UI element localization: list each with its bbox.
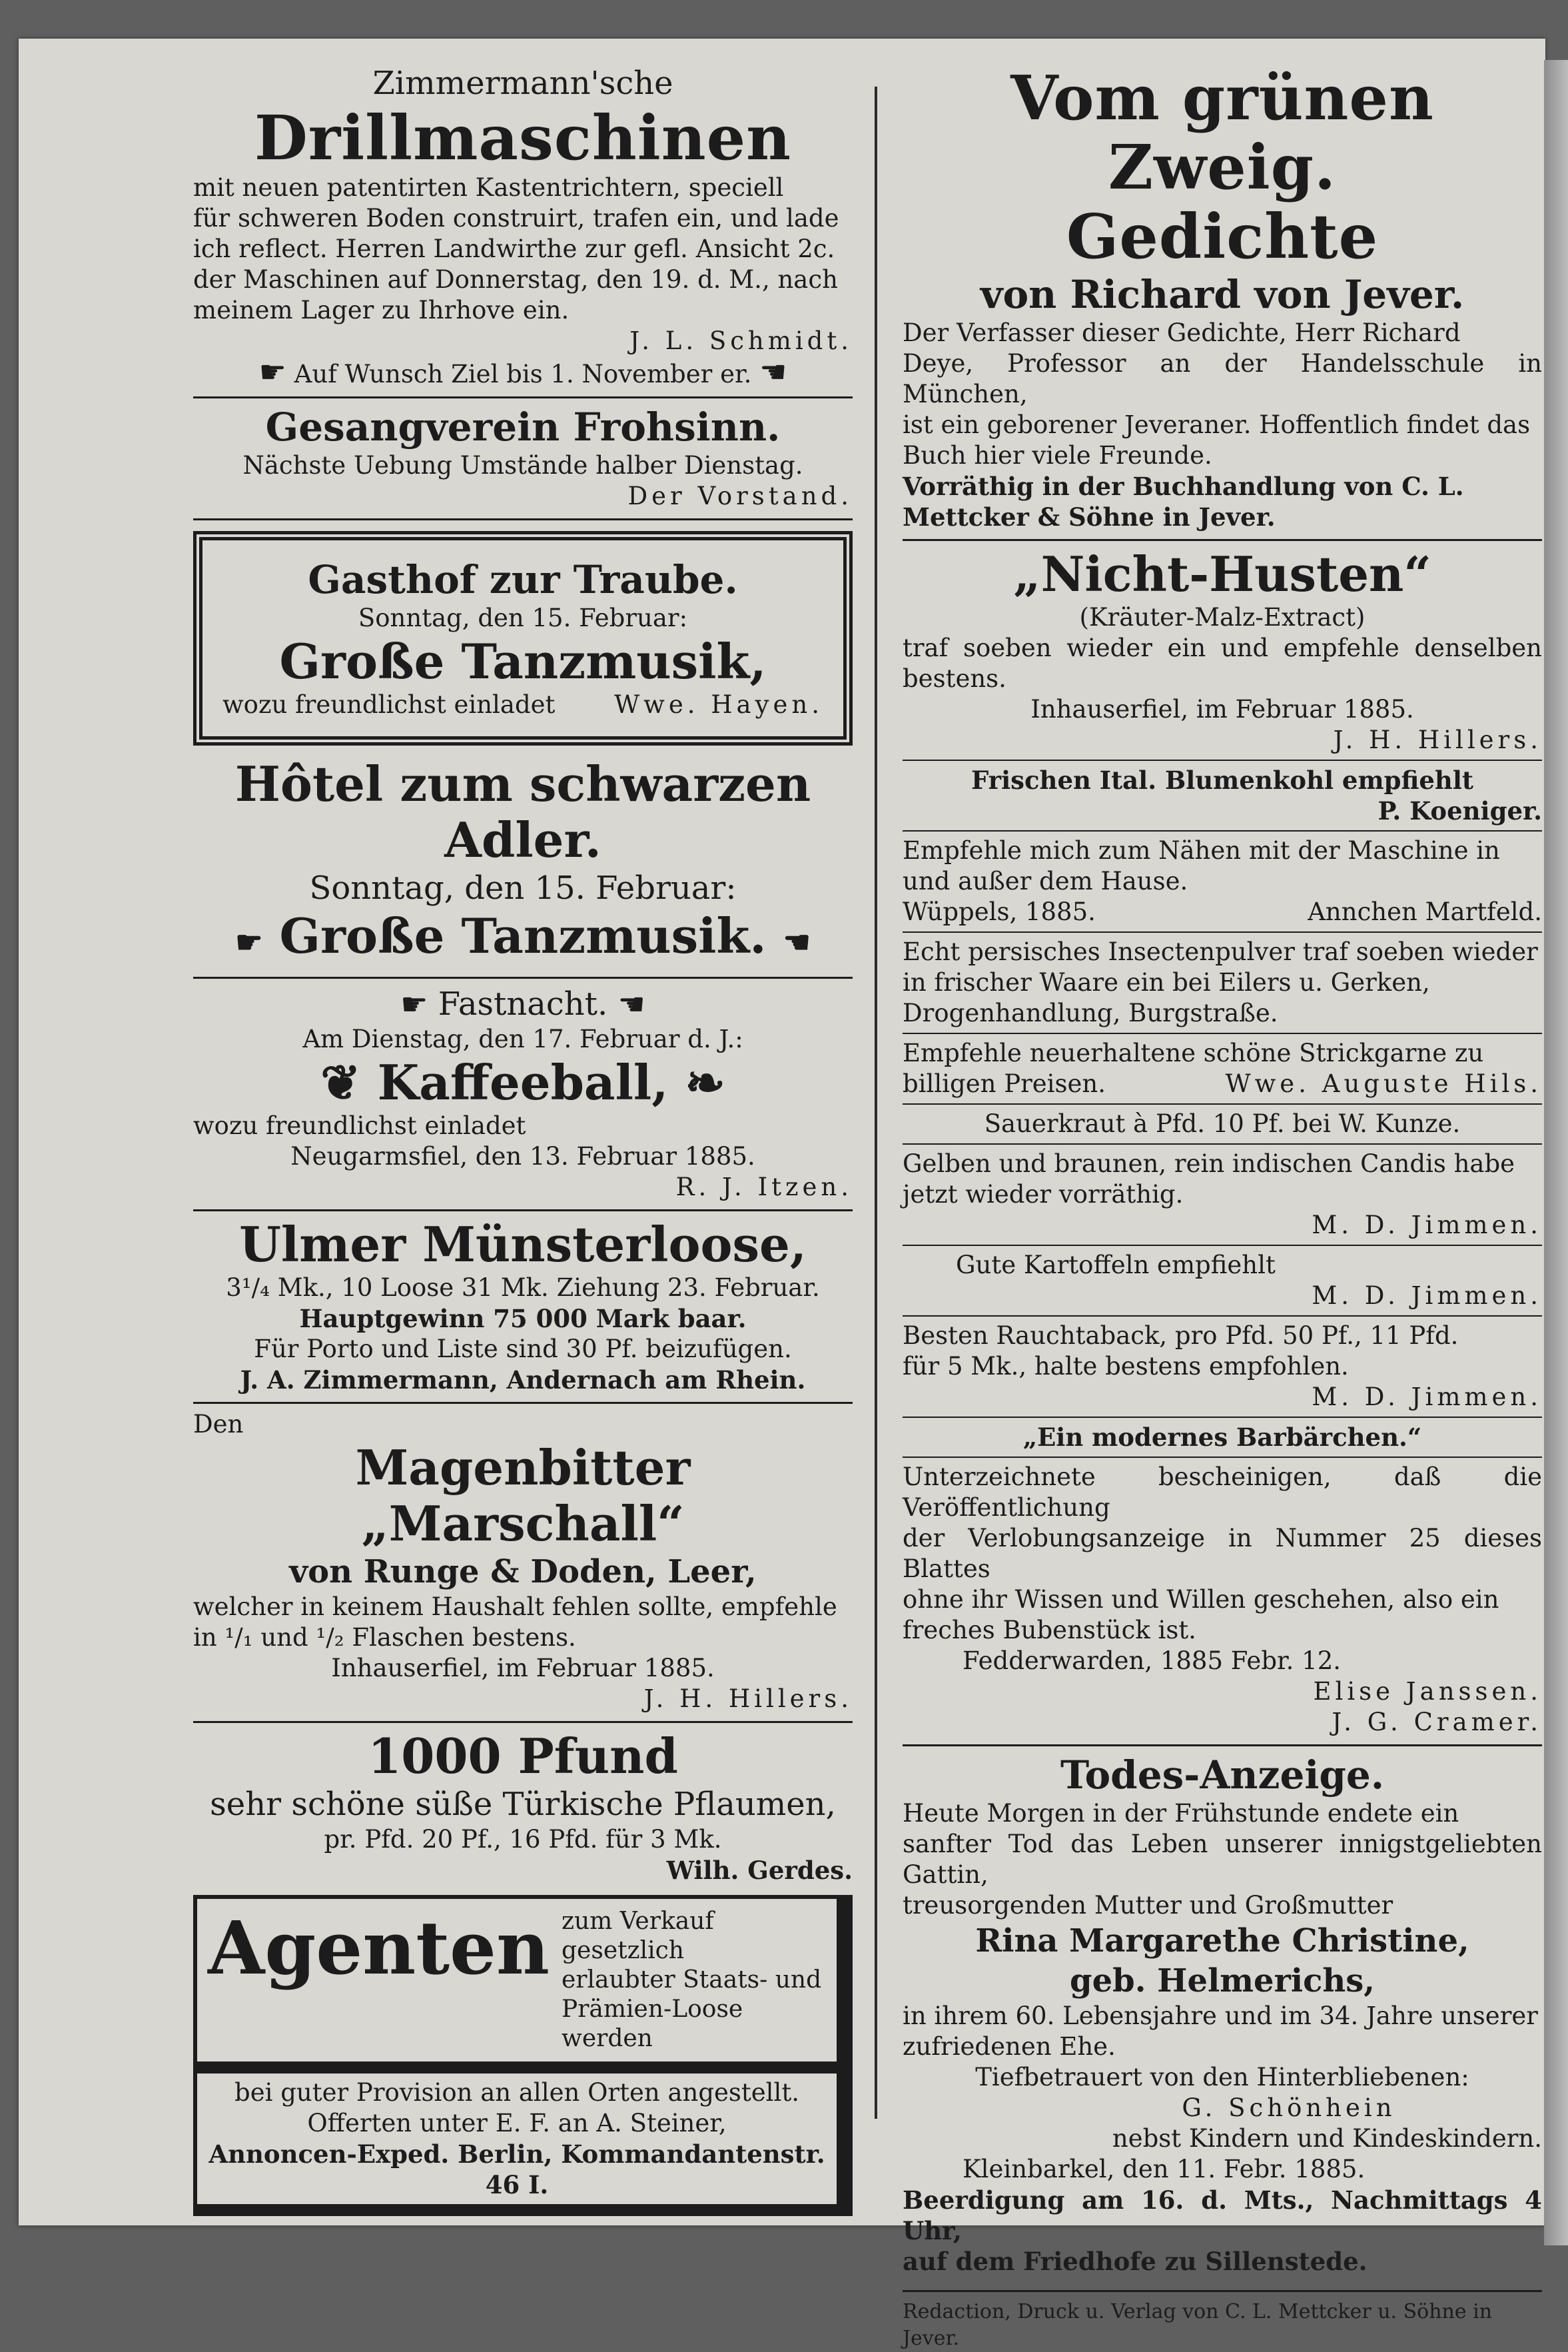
drill-note — [193, 356, 853, 390]
column-divider — [875, 87, 877, 2119]
flourish-ornament-icon: ❦ — [320, 1054, 361, 1111]
pointing-hand-icon: ☚ — [759, 354, 787, 390]
divider — [903, 1245, 1542, 1246]
divider — [903, 1033, 1542, 1034]
todes-line: sanfter Tod das Leben unserer innigstgeliebten Gattin, — [903, 1830, 1542, 1889]
divider — [903, 539, 1542, 541]
divider — [193, 396, 853, 398]
left-column — [193, 63, 853, 2216]
ad-kartoffeln — [903, 1250, 1542, 1311]
zweig-sub: Gedichte — [1066, 201, 1379, 273]
agenten-title: Agenten — [208, 1905, 550, 1991]
traube-event: Große Tanzmusik, — [279, 633, 767, 690]
divider — [193, 1209, 853, 1211]
ad-insectenpulver — [903, 937, 1542, 1029]
todes-line: zufriedenen Ehe. — [903, 2032, 1116, 2061]
pointing-hand-icon: ☚ — [783, 924, 811, 960]
drill-note-text: Auf Wunsch Ziel bis 1. November er. — [294, 360, 752, 388]
drill-signer: J. L. Schmidt. — [629, 326, 853, 355]
adler-event-text: Große Tanzmusik. — [279, 907, 767, 964]
strick-signer: Wwe. Auguste Hils. — [1225, 1069, 1542, 1098]
pfund-title: 1000 Pfund — [368, 1728, 678, 1784]
zweig-line: Mettcker & Söhne in Jever. — [903, 502, 1276, 532]
magen-line: welcher in keinem Haushalt fehlen sollte, empfehle — [193, 1592, 837, 1621]
erklaerung-place: Fedderwarden, 1885 Febr. 12. — [963, 1646, 1341, 1675]
magen-title: Magenbitter „Marschall“ — [355, 1439, 691, 1552]
gesang-title: Gesangverein Frohsinn. — [265, 404, 781, 450]
traube-footer — [222, 690, 823, 720]
ulmer-signer: J. A. Zimmermann, Andernach am Rhein. — [240, 1365, 806, 1395]
husten-line: traf soeben wieder ein und empfehle denselben bestens. — [903, 634, 1542, 693]
insecten-line: Echt persisches Insectenpulver traf soeben wieder — [903, 937, 1538, 966]
tabak-signer: M. D. Jimmen. — [1312, 1383, 1542, 1411]
candis-line: Gelben und braunen, rein indischen Candis habe — [903, 1149, 1515, 1178]
fastnacht-title — [193, 984, 853, 1024]
pointing-hand-icon: ☛ — [400, 986, 428, 1022]
drill-maker: Zimmermann'sche — [372, 65, 673, 102]
pointing-hand-icon: ☛ — [235, 924, 263, 960]
zweig-line: Der Verfasser dieser Gedichte, Herr Richard — [903, 318, 1461, 347]
zweig-title: Vom grünen Zweig. — [1010, 62, 1434, 203]
drill-line: mit neuen patentirten Kastentrichtern, speciell — [193, 173, 784, 202]
ad-magenbitter — [193, 1409, 853, 1714]
fastnacht-title-text: Fastnacht. — [438, 985, 608, 1023]
ad-candis — [903, 1149, 1542, 1241]
todes-line: auf dem Friedhofe zu Sillenstede. — [903, 2247, 1368, 2276]
ad-pflaumen — [193, 1728, 853, 1886]
fastnacht-event-text: Kaffeeball, — [377, 1054, 669, 1111]
ad-strickgarne — [903, 1038, 1542, 1099]
insecten-line: in frischer Waare ein bei Eilers u. Gerken, — [903, 968, 1430, 997]
agenten-line: Offerten unter E. F. an A. Steiner, — [307, 2109, 727, 2137]
imprint-footer: Redaction, Druck u. Verlag von C. L. Mettcker u. Söhne in Jever. — [903, 2290, 1542, 2352]
ad-nicht-husten — [903, 546, 1542, 756]
right-column — [903, 63, 1542, 2352]
fastnacht-date: Am Dienstag, den 17. Februar d. J.: — [302, 1025, 743, 1053]
ulmer-title: Ulmer Münsterloose, — [239, 1216, 807, 1273]
tabak-line: Besten Rauchtaback, pro Pfd. 50 Pf., 11 Pfd. — [903, 1321, 1459, 1350]
naehen-signer: Annchen Martfeld. — [1308, 897, 1542, 926]
erklaerung-line: ohne ihr Wissen und Willen geschehen, also ein — [903, 1585, 1499, 1614]
naehen-place: Wüppels, 1885. — [903, 897, 1096, 926]
kartoffeln-line: Gute Kartoffeln empfiehlt — [956, 1251, 1276, 1279]
ad-gasthof-traube — [193, 531, 853, 746]
todes-place: Kleinbarkel, den 11. Febr. 1885. — [963, 2155, 1366, 2183]
agenten-line: Annoncen-Exped. Berlin, Kommandantenstr. 46 I. — [208, 2139, 825, 2199]
ad-agenten-body — [193, 2073, 853, 2216]
ad-naehen — [903, 836, 1542, 927]
fastnacht-invite: wozu freundlichst einladet — [193, 1111, 526, 1140]
divider — [193, 1402, 853, 1404]
divider — [903, 1103, 1542, 1105]
divider — [903, 1744, 1542, 1746]
traube-title: Gasthof zur Traube. — [308, 557, 738, 602]
todes-name: Rina Margarethe Christine, — [975, 1922, 1469, 1960]
erklaerung-signer: Elise Janssen. — [1313, 1677, 1542, 1706]
strick-line: Empfehle neuerhaltene schöne Strickgarne zu — [903, 1039, 1484, 1067]
ad-hotel-adler — [193, 756, 853, 970]
erklaerung-line: Unterzeichnete bescheinigen, daß die Veröffentlichung — [903, 1463, 1542, 1522]
zweig-line: Buch hier viele Freunde. — [903, 441, 1212, 470]
divider — [903, 830, 1542, 832]
adler-event — [193, 908, 853, 970]
divider — [903, 1457, 1542, 1458]
agenten-line: zum Verkauf gesetzlich — [562, 1908, 714, 1964]
gesang-signer: Der Vorstand. — [627, 482, 853, 510]
kartoffeln-signer: M. D. Jimmen. — [1312, 1281, 1542, 1310]
husten-place: Inhauserfiel, im Februar 1885. — [1030, 695, 1414, 724]
blumenkohl-signer: P. Koeniger. — [1377, 796, 1542, 826]
agenten-line: bei guter Provision an allen Orten angestellt. — [234, 2078, 799, 2107]
divider — [193, 1721, 853, 1723]
magen-place: Inhauserfiel, im Februar 1885. — [331, 1654, 715, 1682]
naehen-line: und außer dem Hause. — [903, 867, 1188, 895]
ad-drillmaschinen — [193, 63, 853, 390]
magen-line: in ¹/₁ und ¹/₂ Flaschen bestens. — [193, 1623, 576, 1652]
flourish-ornament-icon: ❧ — [685, 1054, 725, 1111]
divider — [903, 931, 1542, 933]
todes-geb: geb. Helmerichs, — [1070, 1962, 1375, 2000]
ad-todes-anzeige — [903, 1752, 1542, 2277]
todes-line: Beerdigung am 16. d. Mts., Nachmittags 4 Uhr, — [903, 2185, 1542, 2245]
husten-title: „Nicht-Husten“ — [1013, 546, 1431, 602]
zweig-line: ist ein geborener Jeveraner. Hoffentlich findet das — [903, 410, 1531, 439]
naehen-line: Empfehle mich zum Nähen mit der Maschine in — [903, 836, 1500, 865]
todes-title: Todes-Anzeige. — [1060, 1752, 1385, 1798]
tabak-line: für 5 Mk., halte bestens empfohlen. — [903, 1352, 1349, 1381]
pfund-line: sehr schöne süße Türkische Pflaumen, — [210, 1786, 836, 1823]
gesang-line: Nächste Uebung Umstände halber Dienstag. — [242, 451, 803, 480]
todes-signer: G. Schönhein — [1182, 2093, 1396, 2122]
erklaerung-line: freches Bubenstück ist. — [903, 1616, 1196, 1644]
pointing-hand-icon: ☛ — [258, 354, 286, 390]
barb-line: „Ein modernes Barbärchen.“ — [1022, 1423, 1422, 1452]
drill-line: ich reflect. Herren Landwirthe zur gefl. Ansicht 2c. — [193, 235, 835, 263]
ulmer-line: Für Porto und Liste sind 30 Pf. beizufügen. — [254, 1335, 792, 1363]
todes-signer: nebst Kindern und Kindeskindern. — [1112, 2124, 1542, 2153]
ulmer-line: Hauptgewinn 75 000 Mark baar. — [299, 1304, 747, 1333]
drill-title: Drillmaschinen — [254, 102, 792, 174]
magen-signer: J. H. Hillers. — [643, 1684, 853, 1713]
erklaerung-signer: J. G. Cramer. — [1332, 1708, 1542, 1736]
magen-maker: von Runge & Doden, Leer, — [289, 1553, 757, 1590]
traube-date: Sonntag, den 15. Februar: — [358, 604, 688, 632]
fastnacht-event — [193, 1055, 853, 1111]
divider — [903, 760, 1542, 761]
traube-invite: wozu freundlichst einladet — [222, 690, 556, 719]
naehen-footer — [903, 897, 1542, 927]
todes-line: in ihrem 60. Lebensjahre und im 34. Jahre unserer — [903, 2002, 1538, 2030]
zweig-line: Deye, Professor an der Handelsschule in München, — [903, 349, 1542, 408]
divider — [193, 518, 853, 520]
pfund-signer: Wilh. Gerdes. — [666, 1856, 853, 1885]
divider — [193, 977, 853, 979]
strick-line: billigen Preisen. — [903, 1069, 1106, 1098]
ad-fastnacht — [193, 984, 853, 1203]
ad-rauchtaback — [903, 1321, 1542, 1413]
agenten-intro — [562, 1907, 826, 2054]
magen-pre: Den — [193, 1410, 244, 1439]
ad-blumenkohl — [903, 765, 1542, 826]
zweig-author: von Richard von Jever. — [980, 272, 1465, 317]
drill-line: für schweren Boden construirt, trafen ein, und lade — [193, 204, 839, 233]
fastnacht-signer: R. J. Itzen. — [675, 1173, 853, 1201]
divider — [903, 1143, 1542, 1145]
divider — [903, 1417, 1542, 1418]
adler-date: Sonntag, den 15. Februar: — [309, 870, 737, 907]
agenten-line: erlaubter Staats- und — [562, 1966, 822, 1994]
fastnacht-place: Neugarmsfiel, den 13. Februar 1885. — [290, 1142, 755, 1171]
zweig-line: Vorräthig in der Buchhandlung von C. L. — [903, 472, 1464, 501]
strick-footer — [903, 1069, 1542, 1099]
adler-title: Hôtel zum schwarzen Adler. — [234, 756, 811, 868]
ad-agenten — [193, 1895, 853, 2073]
erklaerung-line: der Verlobungsanzeige in Nummer 25 dieses Blattes — [903, 1524, 1542, 1583]
pointing-hand-icon: ☚ — [617, 986, 645, 1022]
ad-sauerkraut — [903, 1109, 1542, 1139]
ad-gesangverein — [193, 404, 853, 512]
ad-vom-gruenen-zweig — [903, 63, 1542, 532]
todes-line: Heute Morgen in der Frühstunde endete ein — [903, 1799, 1459, 1828]
todes-line: treusorgenden Mutter und Großmutter — [903, 1891, 1393, 1920]
todes-line: Tiefbetrauert von den Hinterbliebenen: — [975, 2063, 1469, 2091]
ad-ulmer-muensterloose — [193, 1217, 853, 1395]
husten-signer: J. H. Hillers. — [1333, 726, 1542, 754]
ad-erklaerung — [903, 1462, 1542, 1738]
sauer-line: Sauerkraut à Pfd. 10 Pf. bei W. Kunze. — [984, 1109, 1461, 1138]
drill-line: der Maschinen auf Donnerstag, den 19. d. M., nach — [193, 265, 838, 294]
pfund-line: pr. Pfd. 20 Pf., 16 Pfd. für 3 Mk. — [324, 1825, 722, 1854]
insecten-line: Drogenhandlung, Burgstraße. — [903, 999, 1278, 1027]
candis-signer: M. D. Jimmen. — [1312, 1211, 1542, 1239]
blumenkohl-line: Frischen Ital. Blumenkohl empfiehlt — [971, 766, 1473, 795]
page-edge — [1544, 60, 1568, 2245]
ulmer-line: 3¹/₄ Mk., 10 Loose 31 Mk. Ziehung 23. Februar. — [226, 1273, 820, 1302]
agenten-line: Prämien-Loose werden — [562, 1996, 743, 2052]
divider — [903, 1315, 1542, 1317]
candis-line: jetzt wieder vorräthig. — [903, 1180, 1184, 1209]
traube-signer: Wwe. Hayen. — [614, 690, 823, 719]
husten-sub: (Kräuter-Malz-Extract) — [1079, 603, 1366, 632]
ad-barbaerchen — [903, 1422, 1542, 1453]
drill-line: meinem Lager zu Ihrhove ein. — [193, 296, 570, 324]
